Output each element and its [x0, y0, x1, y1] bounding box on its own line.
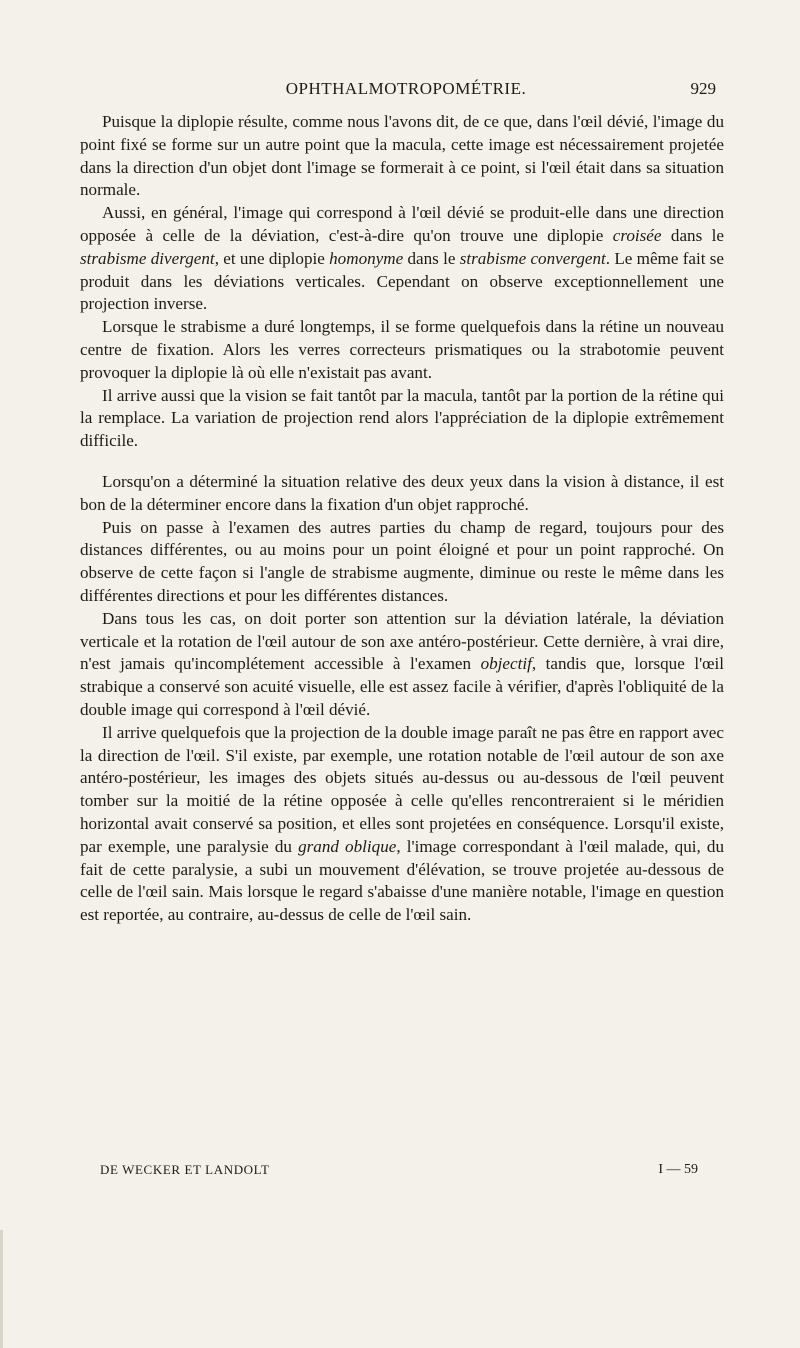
- paragraph-5: Lorsqu'on a déterminé la situation relative des deux yeux dans la vision à distance, il est bon de la déterminer encore dans la fixation d'un objet rapproché.: [80, 471, 724, 514]
- sheet-number: I — 59: [658, 1162, 698, 1177]
- paragraph-8: Il arrive quelquefois que la projection de la double image paraît ne pas être en rapport avec la direction de l'œil. S'il existe, par exemple, une rotation notable de l'œil autour de son axe antéro-postérieur, les images des objets situés au-dessus ou au-dessous de l'œil peuvent tomber sur la moitié de la rétine opposée à celle qu'elles rencontreraient si le méridien horizontal avait conservé sa position, et elles sont projetées en conséquence. Lorsqu'il existe, par exemple, une paralysie du grand oblique, l'image correspondant à l'œil malade, qui, du fait de cette paralysie, a subi un mouvement d'élévation, se trouve projetée au-dessous de celle de l'œil sain. Mais lorsque le regard s'abaisse d'une manière notable, l'image en question est reportée, au contraire, au-dessus de celle de l'œil sain.: [80, 722, 724, 925]
- paragraph-2: Aussi, en général, l'image qui correspond à l'œil dévié se produit-elle dans une direction opposée à celle de la déviation, c'est-à-dire qu'on trouve une diplopie croisée dans le strabisme divergent, et une diplopie homonyme dans le strabisme convergent. Le même fait se produit dans les déviations verticales. Cependant on observe exceptionnellement une projection inverse.: [80, 203, 724, 314]
- paragraph-7: Dans tous les cas, on doit porter son attention sur la déviation latérale, la déviation verticale et la rotation de l'œil autour de son axe antéro-postérieur. Cette dernière, à vrai dire, n'est jamais qu'incomplétement accessible à l'examen objectif, tandis que, lorsque l'œil strabique a conservé son acuité visuelle, elle est assez facile à vérifier, d'après l'obliquité de la double image qui correspond à l'œil dévié.: [80, 608, 724, 719]
- signature-mark: DE WECKER ET LANDOLT: [100, 1162, 270, 1177]
- italic-term: grand oblique: [298, 836, 397, 856]
- italic-term: croisée: [612, 225, 662, 245]
- page-number: 929: [690, 79, 716, 98]
- italic-term: strabisme divergent: [80, 248, 215, 268]
- italic-term: homonyme: [329, 248, 404, 268]
- paragraph-3: Lorsque le strabisme a duré longtemps, il se forme quelquefois dans la rétine un nouveau centre de fixation. Alors les verres correcteurs prismatiques ou la strabotomie peuvent provoquer la diplopie là où elle n'existait pas avant.: [80, 317, 724, 382]
- paragraph-6: Puis on passe à l'examen des autres parties du champ de regard, toujours pour des distances différentes, ou au moins pour un point éloigné et pour un point rapproché. On observe de cette façon si l'angle de strabisme augmente, diminue ou reste le même dans les différentes directions et pour les différentes distances.: [80, 517, 724, 605]
- page-edge: [0, 1230, 3, 1348]
- paragraph-4: Il arrive aussi que la vision se fait tantôt par la macula, tantôt par la portion de la rétine qui la remplace. La variation de projection rend alors l'appréciation de la diplopie extrêmement difficile.: [80, 385, 724, 451]
- body-text: [80, 111, 724, 927]
- italic-term: objectif: [480, 654, 532, 674]
- running-title: OPHTHALMOTROPOMÉTRIE.: [285, 79, 527, 98]
- italic-term: strabisme convergent: [459, 248, 606, 268]
- page-header: [96, 79, 716, 103]
- paragraph-1: Puisque la diplopie résulte, comme nous l'avons dit, de ce que, dans l'œil dévié, l'image du point fixé se forme sur un autre point que la macula, cette image est nécessairement projetée dans la direction d'un objet dont l'image se formerait à ce point, si l'œil était dans sa situation normale.: [80, 112, 724, 200]
- page-footer: [100, 1162, 720, 1182]
